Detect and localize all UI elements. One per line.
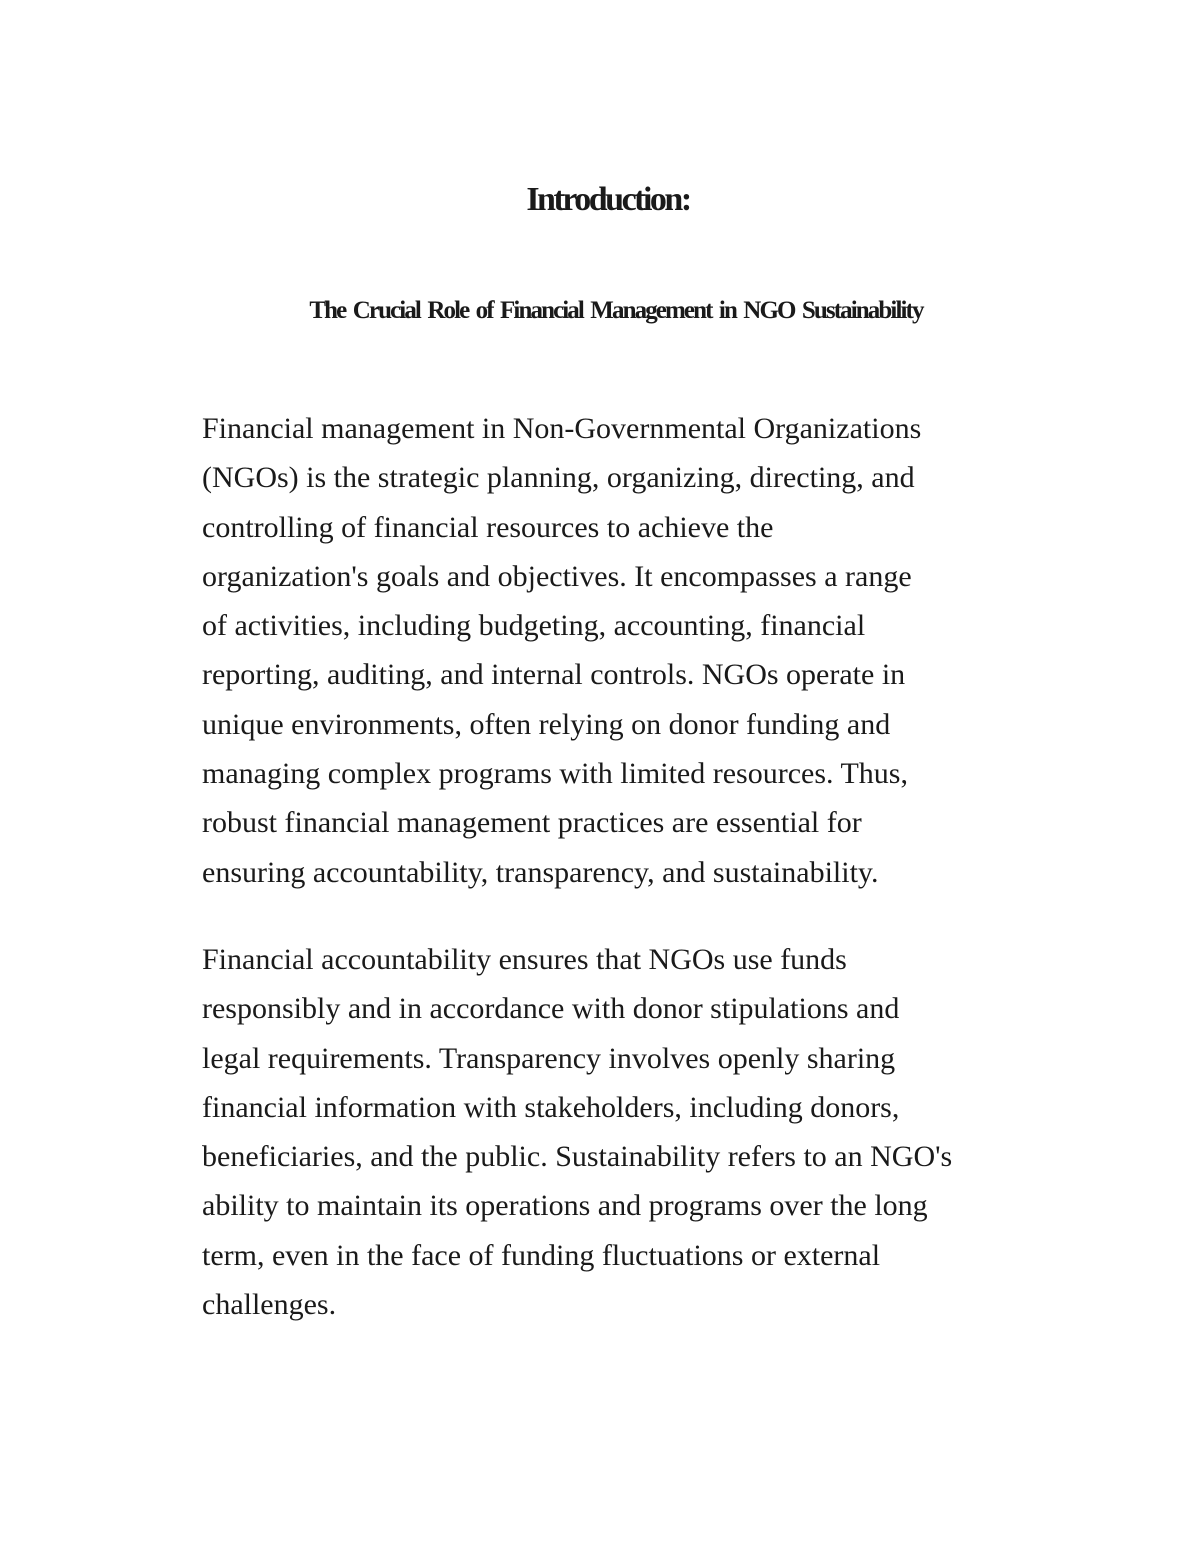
body-paragraph-1: Financial management in Non-Governmental Organizations (NGOs) is the strategic planning, organizing, directing, and controlling of financial resources to achieve the organization's goals and objectives. It encompasses a range of activities, including budgeting, accounting, financial reporting, auditing, and internal controls. NGOs operate in unique environments, often relying on donor funding and managing complex programs with limited resources. Thus, robust financial management practices are essential for ensuring accountability, transparency, and sustainability. xyxy=(202,412,922,889)
page-title: Introduction: xyxy=(526,181,690,218)
page-subtitle: The Crucial Role of Financial Management in NGO Sustainability xyxy=(309,297,923,324)
body-paragraph-2: Financial accountability ensures that NGOs use funds responsibly and in accordance with donor stipulations and legal requirements. Transparency involves openly sharing financial information with stakeholders, including donors, beneficiaries, and the public. Sustainability refers to an NGO's ability to maintain its operations and programs over the long term, even in the face of funding fluctuations or external challenges. xyxy=(202,943,953,1322)
